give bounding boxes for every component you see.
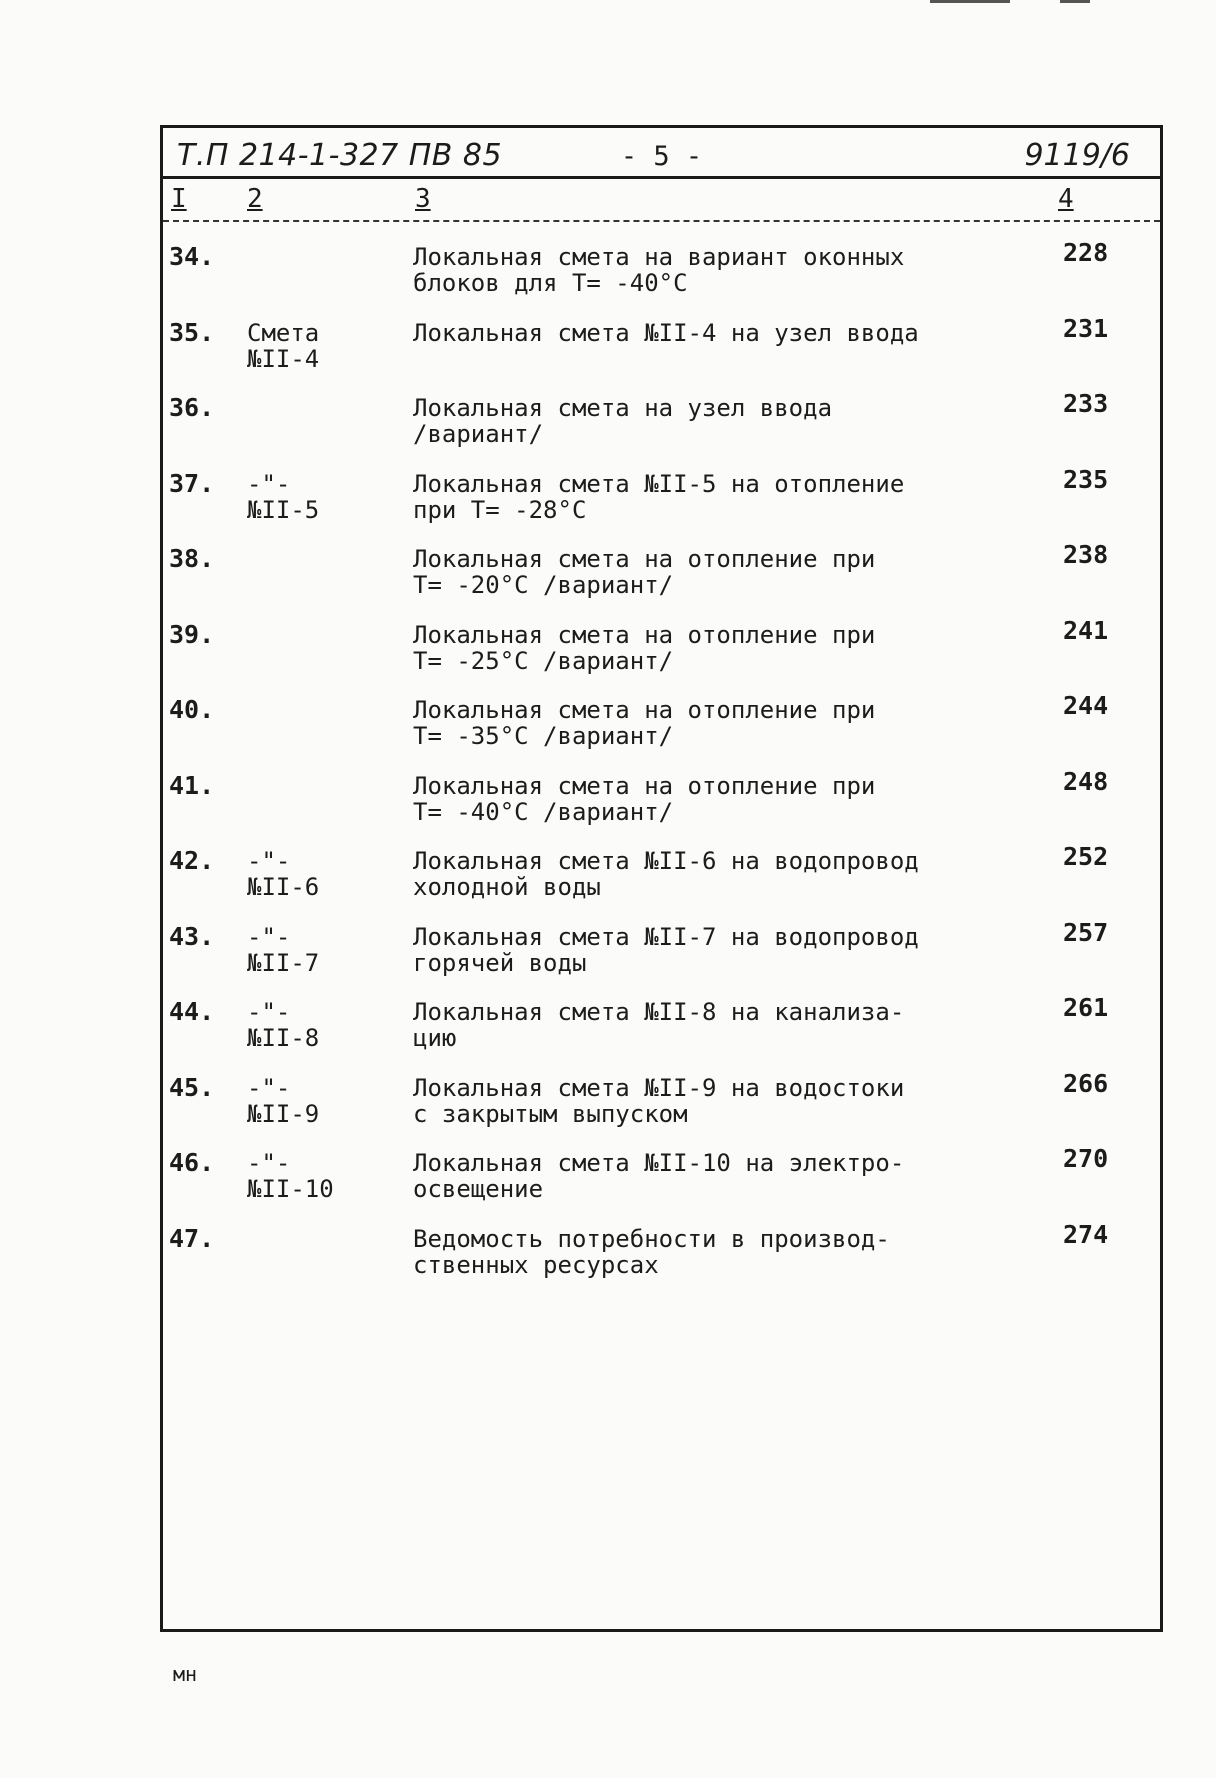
row-reference [247,697,357,749]
row-description-line: Локальная смета на отопление при [413,545,876,573]
row-reference-line [247,773,357,799]
document-frame [160,125,1163,1632]
row-number: 38. [169,544,215,573]
row-reference [247,773,357,825]
row-description-line: Т= -25°С /вариант/ [413,647,674,675]
row-description [413,1150,973,1202]
row-description-line: при Т= -28°С [413,496,587,524]
row-description [413,697,973,749]
row-description-line: ственных ресурсах [413,1251,659,1279]
row-reference [247,1226,357,1278]
row-description [413,848,973,900]
document-code: Т.П 214-1-327 ПВ 85 [177,138,503,173]
row-reference-line [247,270,357,296]
row-description-line: Локальная смета на вариант оконных [413,243,905,271]
row-reference-line [247,395,357,421]
row-number: 36. [169,393,215,422]
row-page-number: 261 [1063,993,1109,1022]
row-reference [247,924,357,976]
row-description [413,395,973,447]
row-page-number: 252 [1063,842,1109,871]
row-page-number: 270 [1063,1144,1109,1173]
row-reference [247,471,357,523]
row-reference-line: -"- [247,847,291,875]
row-description-line: блоков для Т= -40°С [413,269,688,297]
row-description [413,773,973,825]
row-reference-line: №II-6 [247,873,320,901]
row-description-line: Локальная смета №II-9 на водостоки [413,1074,905,1102]
row-reference [247,848,357,900]
row-reference [247,622,357,674]
column-header-1: I [171,184,187,214]
row-page-number: 233 [1063,389,1109,418]
column-header-3: 3 [415,184,431,214]
scan-mark [1060,0,1090,3]
row-number: 37. [169,469,215,498]
row-reference-line [247,421,357,447]
row-reference-line [247,697,357,723]
row-page-number: 238 [1063,540,1109,569]
row-number: 40. [169,695,215,724]
row-description [413,244,973,296]
row-reference-line [247,648,357,674]
row-reference-line [247,723,357,749]
row-page-number: 274 [1063,1220,1109,1249]
row-description-line: /вариант/ [413,420,544,448]
page-number: - 5 - [620,141,703,172]
row-number: 43. [169,922,215,951]
row-reference [247,244,357,296]
row-reference-line: №II-9 [247,1100,320,1128]
row-number: 46. [169,1148,215,1177]
row-description-line: освещение [413,1175,544,1203]
row-description-line: Т= -35°С /вариант/ [413,722,674,750]
row-description-line: Локальная смета на отопление при [413,621,876,649]
row-description-line: Локальная смета №II-6 на водопровод [413,847,919,875]
row-number: 34. [169,242,215,271]
sheet-code: 9119/6 [1024,138,1130,173]
row-reference-line: -"- [247,923,291,951]
header-divider [163,176,1160,179]
row-number: 39. [169,620,215,649]
row-reference-line: Смета [247,319,320,347]
row-description-line: цию [413,1024,457,1052]
row-description-line: Локальная смета на отопление при [413,696,876,724]
footer-initials: мн [173,1662,198,1686]
row-number: 41. [169,771,215,800]
row-reference-line [247,799,357,825]
row-description-line: Локальная смета №II-7 на водопровод [413,923,919,951]
row-number: 47. [169,1224,215,1253]
row-page-number: 266 [1063,1069,1109,1098]
row-description-line: Т= -20°С /вариант/ [413,571,674,599]
row-reference-line: -"- [247,998,291,1026]
row-description [413,622,973,674]
row-number: 42. [169,846,215,875]
scan-mark [930,0,1010,3]
row-page-number: 244 [1063,691,1109,720]
row-page-number: 228 [1063,238,1109,267]
row-reference-line: №II-5 [247,496,320,524]
row-reference-line [247,546,357,572]
row-page-number: 257 [1063,918,1109,947]
row-reference [247,395,357,447]
row-page-number: 241 [1063,616,1109,645]
row-reference-line [247,572,357,598]
row-description-line: Т= -40°С /вариант/ [413,798,674,826]
column-header-row [163,180,1160,222]
row-description [413,546,973,598]
row-description-line: Локальная смета на узел ввода [413,394,833,422]
row-reference-line [247,1252,357,1278]
row-description-line: горячей воды [413,949,587,977]
row-reference-line: -"- [247,1074,291,1102]
row-description [413,1075,973,1127]
row-description [413,999,973,1051]
row-reference [247,546,357,598]
row-reference [247,320,357,372]
row-reference-line [247,1226,357,1252]
row-description [413,924,973,976]
row-number: 35. [169,318,215,347]
row-reference [247,999,357,1051]
row-description-line: Локальная смета №II-5 на отопление [413,470,905,498]
row-description [413,1226,973,1278]
row-description-line: Ведомость потребности в производ- [413,1225,890,1253]
row-page-number: 235 [1063,465,1109,494]
row-description-line: Локальная смета №II-8 на канализа- [413,998,905,1026]
row-reference-line: №II-4 [247,345,320,373]
column-header-2: 2 [247,184,263,214]
row-description-line: Локальная смета №II-10 на электро- [413,1149,905,1177]
row-page-number: 231 [1063,314,1109,343]
row-reference-line: №II-8 [247,1024,320,1052]
column-header-4: 4 [1058,184,1074,214]
row-number: 44. [169,997,215,1026]
row-page-number: 248 [1063,767,1109,796]
row-description-line: Локальная смета на отопление при [413,772,876,800]
row-reference-line: -"- [247,1149,291,1177]
row-reference-line: №II-7 [247,949,320,977]
row-description-line: холодной воды [413,873,601,901]
row-reference-line: №II-10 [247,1175,334,1203]
row-reference-line [247,622,357,648]
row-reference-line [247,244,357,270]
row-description-line: Локальная смета №II-4 на узел ввода [413,319,919,347]
row-reference [247,1150,357,1202]
row-description-line: с закрытым выпуском [413,1100,688,1128]
row-reference-line: -"- [247,470,291,498]
row-number: 45. [169,1073,215,1102]
row-reference [247,1075,357,1127]
row-description [413,320,973,346]
row-description [413,471,973,523]
